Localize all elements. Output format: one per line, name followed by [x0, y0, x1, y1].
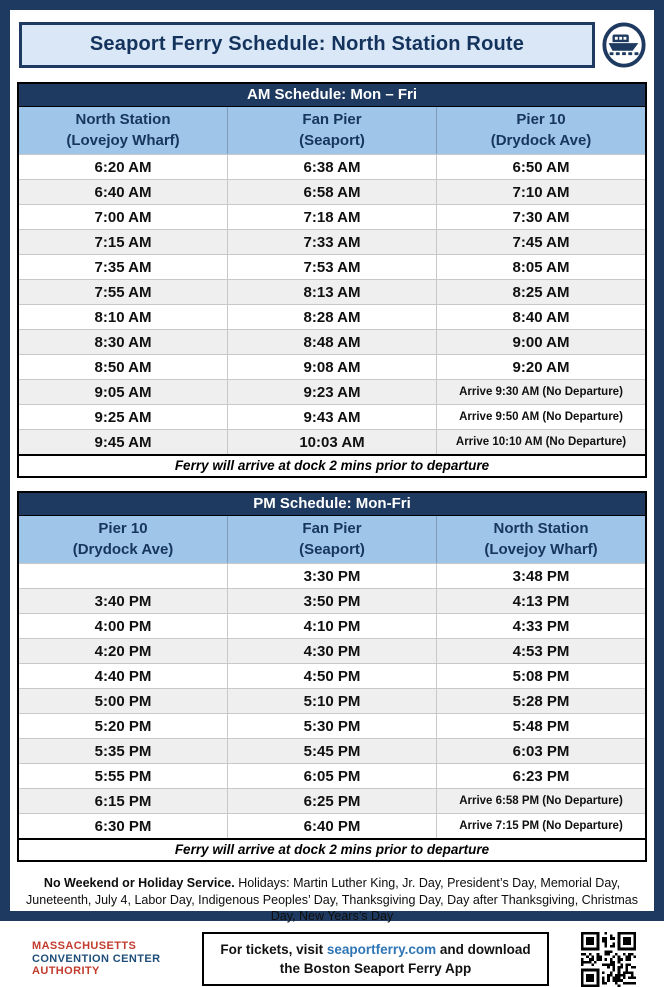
time-cell: Arrive 9:50 AM (No Departure)	[459, 411, 623, 423]
column-header: Fan Pier (Seaport)	[228, 107, 437, 154]
am-rows	[19, 154, 645, 454]
schedule-row	[19, 788, 645, 813]
pm-schedule-title: PM Schedule: Mon-Fri	[19, 493, 645, 515]
time-cell: 6:15 PM	[19, 789, 228, 813]
time-cell: 4:13 PM	[512, 592, 570, 610]
tickets-line1	[220, 940, 530, 959]
time-cell: 5:28 PM	[512, 692, 570, 710]
time-cell: 7:15 AM	[19, 230, 228, 254]
time-cell: Arrive 9:30 AM (No Departure)	[459, 386, 623, 398]
time-cell: 7:45 AM	[512, 233, 570, 251]
holiday-notice	[24, 875, 640, 925]
time-cell: 6:30 PM	[19, 814, 228, 838]
mcca-logo	[32, 940, 192, 978]
time-cell: 7:30 AM	[512, 208, 570, 226]
time-cell: 4:33 PM	[512, 617, 570, 635]
pm-column-headers	[19, 515, 645, 563]
time-cell: 8:30 AM	[19, 330, 228, 354]
holiday-list-text: Holidays: Martin Luther King, Jr. Day, President’s Day, Memorial Day, Juneteenth, July 4, Labor Day, Indigenous Peoples’ Day, Thanksgiving Day, Day after Thanksgiving, Christmas Day, New Years’s Day	[26, 876, 638, 923]
schedule-row	[19, 154, 645, 179]
schedule-row	[19, 379, 645, 404]
time-cell: 3:48 PM	[512, 567, 570, 585]
time-cell: 4:00 PM	[19, 614, 228, 638]
time-cell: 8:48 AM	[228, 330, 437, 354]
schedule-row	[19, 304, 645, 329]
time-cell: 4:20 PM	[19, 639, 228, 663]
schedule-row	[19, 638, 645, 663]
time-cell: 7:35 AM	[19, 255, 228, 279]
schedule-row	[19, 429, 645, 454]
schedule-row	[19, 204, 645, 229]
time-cell: 6:58 AM	[228, 180, 437, 204]
am-column-headers	[19, 106, 645, 154]
time-cell: 4:40 PM	[19, 664, 228, 688]
time-cell: Arrive 10:10 AM (No Departure)	[455, 436, 627, 448]
time-cell: 9:23 AM	[228, 380, 437, 404]
header	[19, 22, 648, 68]
mcca-logo-line3: AUTHORITY	[32, 965, 100, 978]
am-schedule-table	[17, 82, 647, 478]
tickets-post-text: and download	[436, 942, 531, 957]
time-cell: 7:53 AM	[228, 255, 437, 279]
time-cell: 5:30 PM	[228, 714, 437, 738]
schedule-row	[19, 179, 645, 204]
column-header: North Station (Lovejoy Wharf)	[19, 107, 228, 154]
time-cell: Arrive 7:15 PM (No Departure)	[459, 820, 623, 832]
time-cell: 4:50 PM	[228, 664, 437, 688]
schedule-row	[19, 738, 645, 763]
tickets-info-box	[202, 932, 548, 986]
time-cell: 5:35 PM	[19, 739, 228, 763]
time-cell: 5:48 PM	[512, 717, 570, 735]
schedule-row	[19, 354, 645, 379]
time-cell: 8:10 AM	[19, 305, 228, 329]
time-cell: 5:08 PM	[512, 667, 570, 685]
column-header: North Station (Lovejoy Wharf)	[484, 520, 598, 558]
am-schedule-title: AM Schedule: Mon – Fri	[19, 84, 645, 106]
time-cell: 6:03 PM	[512, 742, 570, 760]
time-cell: 8:25 AM	[512, 283, 570, 301]
schedule-row	[19, 404, 645, 429]
pm-schedule-table	[17, 491, 647, 862]
time-cell: 8:50 AM	[19, 355, 228, 379]
seaportferry-link[interactable]: seaportferry.com	[326, 942, 437, 957]
time-cell: 6:05 PM	[228, 764, 437, 788]
time-cell: 4:53 PM	[512, 642, 570, 660]
time-cell: Arrive 6:58 PM (No Departure)	[459, 795, 623, 807]
time-cell: 6:40 PM	[228, 814, 437, 838]
time-cell: 6:50 AM	[512, 158, 570, 176]
time-cell: 7:18 AM	[228, 205, 437, 229]
time-cell: 7:10 AM	[512, 183, 570, 201]
time-cell: 9:45 AM	[19, 430, 228, 454]
pm-rows	[19, 563, 645, 838]
mcca-logo-line2: CONVENTION CENTER	[32, 952, 161, 965]
schedule-row	[19, 254, 645, 279]
time-cell: 3:40 PM	[19, 589, 228, 613]
column-header: Pier 10 (Drydock Ave)	[490, 111, 592, 149]
schedule-row	[19, 563, 645, 588]
time-cell: 7:33 AM	[228, 230, 437, 254]
schedule-row	[19, 663, 645, 688]
am-dock-note: Ferry will arrive at dock 2 mins prior to departure	[19, 454, 645, 476]
time-cell: 3:30 PM	[228, 564, 437, 588]
time-cell: 7:55 AM	[19, 280, 228, 304]
time-cell: 6:25 PM	[228, 789, 437, 813]
time-cell: 6:38 AM	[228, 155, 437, 179]
schedule-row	[19, 588, 645, 613]
time-cell: 4:10 PM	[228, 614, 437, 638]
schedule-row	[19, 279, 645, 304]
time-cell: 8:28 AM	[228, 305, 437, 329]
schedule-row	[19, 813, 645, 838]
time-cell: 10:03 AM	[228, 430, 437, 454]
time-cell: 5:10 PM	[228, 689, 437, 713]
no-service-text: No Weekend or Holiday Service.	[43, 876, 235, 890]
schedule-row	[19, 229, 645, 254]
tickets-pre-text: For tickets, visit	[220, 942, 327, 957]
time-cell: 7:00 AM	[19, 205, 228, 229]
time-cell: 8:13 AM	[228, 280, 437, 304]
time-cell: 6:40 AM	[19, 180, 228, 204]
time-cell: 3:50 PM	[228, 589, 437, 613]
time-cell: 9:25 AM	[19, 405, 228, 429]
time-cell: 9:00 AM	[512, 333, 570, 351]
bottom-row	[32, 932, 636, 987]
time-cell: 8:05 AM	[512, 258, 570, 276]
time-cell: 6:23 PM	[512, 767, 570, 785]
schedule-row	[19, 613, 645, 638]
time-cell: 5:20 PM	[19, 714, 228, 738]
column-header: Fan Pier (Seaport)	[228, 516, 437, 563]
schedule-row	[19, 688, 645, 713]
time-cell: 6:20 AM	[19, 155, 228, 179]
schedule-row	[19, 763, 645, 788]
time-cell: 9:43 AM	[228, 405, 437, 429]
tickets-line2: the Boston Seaport Ferry App	[279, 961, 472, 976]
ferry-icon	[600, 22, 648, 68]
time-cell: 4:30 PM	[228, 639, 437, 663]
schedule-row	[19, 329, 645, 354]
time-cell: 8:40 AM	[512, 308, 570, 326]
page-title: Seaport Ferry Schedule: North Station Route	[19, 22, 595, 68]
time-cell	[19, 564, 228, 588]
column-header: Pier 10 (Drydock Ave)	[19, 516, 228, 563]
time-cell: 5:55 PM	[19, 764, 228, 788]
time-cell: 9:05 AM	[19, 380, 228, 404]
pm-dock-note: Ferry will arrive at dock 2 mins prior to departure	[19, 838, 645, 860]
time-cell: 5:45 PM	[228, 739, 437, 763]
qr-code	[581, 932, 636, 987]
time-cell: 5:00 PM	[19, 689, 228, 713]
mcca-logo-line1: MASSACHUSETTS	[32, 940, 137, 953]
time-cell: 9:08 AM	[228, 355, 437, 379]
schedule-row	[19, 713, 645, 738]
time-cell: 9:20 AM	[512, 358, 570, 376]
